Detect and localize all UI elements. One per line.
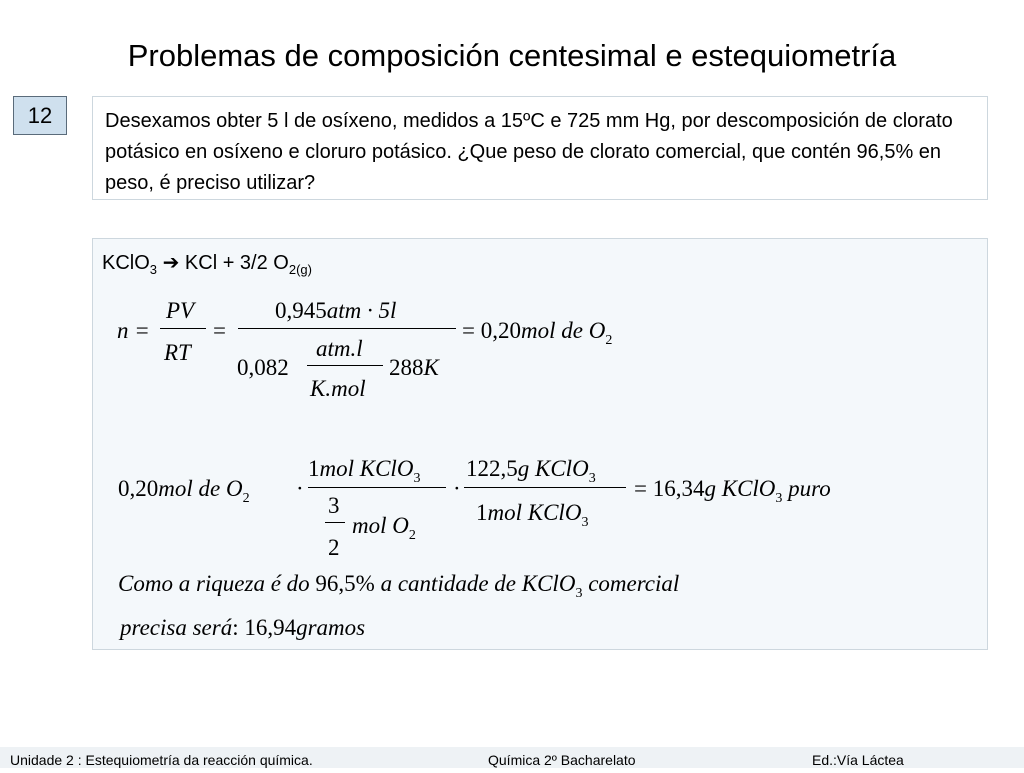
- eq1-numerator: [275, 298, 396, 324]
- slide-title: Problemas de composición centesimal e estequiometría: [127, 38, 897, 73]
- footer-center: Química 2º Bacharelato: [488, 752, 636, 768]
- eq2-start: [118, 476, 250, 506]
- conclusion-percent: 96,5%: [315, 571, 375, 596]
- eq2-start-value: 0,20: [118, 476, 159, 501]
- eq1-result: [462, 318, 612, 348]
- eq1-den-temp-unit: K: [423, 355, 439, 380]
- eq2-f2-den-value: 1: [476, 500, 488, 525]
- eq2-f1-num-sub: 3: [413, 471, 421, 486]
- conclusion-sub: 3: [575, 586, 583, 601]
- eq2-result: [634, 476, 831, 506]
- eq1-fraction-bar: [160, 328, 206, 329]
- eq1-result-value: = 0,20: [462, 318, 521, 343]
- conclusion-line2-unit: gramos: [296, 615, 366, 640]
- eq1-rt: RT: [164, 340, 191, 365]
- eq1-pv: PV: [166, 298, 195, 323]
- problem-statement: Desexamos obter 5 l de osíxeno, medidos a 15ºC e 725 mm Hg, por descomposición de clorato potásico en osíxeno e cloruro potásico. ¿Que peso de clorato comercial, que contén 96,5% en peso, é preciso utilizar?: [92, 96, 988, 200]
- eq2-result-sub: 3: [775, 491, 783, 506]
- eq2-f2-num-value: 122,5: [466, 456, 518, 481]
- eq2-f1-den-unit-text: mol O: [352, 513, 409, 538]
- eq2-f2-den-unit: mol KClO: [487, 500, 582, 525]
- eq2-f1-den-unit: [352, 513, 416, 543]
- products-subscript: 2(g): [288, 262, 312, 277]
- eq2-dot-2: ·: [453, 476, 461, 501]
- eq1-den-temp-value: 288: [389, 355, 424, 380]
- eq2-f1-inner-bar: [325, 522, 345, 523]
- conclusion-line2-value: : 16,94: [232, 615, 297, 640]
- conclusion-line-2: [120, 615, 365, 641]
- eq2-f2-den-sub: 3: [581, 515, 589, 530]
- products: KCl + 3/2 O: [179, 252, 289, 274]
- eq2-result-tail: puro: [782, 476, 831, 501]
- reaction-equation: [102, 250, 312, 283]
- eq2-f1-den-num: 3: [328, 493, 340, 518]
- eq2-start-unit: mol de O: [158, 476, 243, 501]
- footer: [0, 747, 1024, 768]
- reactant-subscript: 3: [149, 262, 158, 277]
- arrow-icon: ➔: [162, 252, 180, 274]
- eq1-num-value: 0,945: [275, 298, 327, 323]
- eq2-f1-den-den: 2: [328, 535, 340, 560]
- conclusion-text-b: a cantidade de KClO: [374, 571, 576, 596]
- eq2-f1-num-value: 1: [308, 456, 320, 481]
- eq2-f2-num-unit: g KClO: [517, 456, 589, 481]
- conclusion-line-1: [118, 571, 679, 601]
- reactant: KClO: [102, 252, 150, 274]
- eq1-equals: =: [213, 318, 226, 343]
- eq2-result-unit: g KClO: [704, 476, 776, 501]
- conclusion-text-c: comercial: [582, 571, 680, 596]
- eq2-f2-fraction-bar: [464, 487, 626, 488]
- eq1-den-frac-num: atm.l: [316, 336, 363, 361]
- eq2-f2-numerator: [466, 456, 596, 486]
- eq1-lhs: n =: [117, 318, 150, 343]
- eq2-f1-num-unit: mol KClO: [319, 456, 414, 481]
- conclusion-line2-text: precisa será: [120, 615, 233, 640]
- eq1-main-fraction-bar: [238, 328, 456, 329]
- problem-number-badge: 12: [13, 96, 67, 135]
- eq1-den-temp: [389, 355, 439, 381]
- eq2-start-sub: 2: [242, 491, 250, 506]
- eq2-result-value: = 16,34: [634, 476, 705, 501]
- eq1-inner-fraction-bar: [307, 365, 383, 366]
- conclusion-text-a: Como a riqueza é do: [118, 571, 316, 596]
- eq1-den-frac-den: K.mol: [310, 376, 366, 401]
- eq1-num-unit: atm · 5l: [326, 298, 397, 323]
- eq1-den-value: 0,082: [237, 355, 289, 380]
- footer-left: Unidade 2 : Estequiometría da reacción química.: [10, 752, 313, 768]
- eq2-f1-den-sub: 2: [408, 528, 416, 543]
- eq2-f2-denominator: [476, 500, 588, 530]
- footer-right: Ed.:Vía Láctea: [812, 752, 904, 768]
- eq2-f2-num-sub: 3: [588, 471, 596, 486]
- eq1-result-unit: mol de O: [520, 318, 606, 343]
- eq2-dot-1: ·: [296, 476, 304, 501]
- eq1-result-sub: 2: [605, 333, 613, 348]
- eq2-f1-fraction-bar: [308, 487, 446, 488]
- eq2-f1-numerator: [308, 456, 420, 486]
